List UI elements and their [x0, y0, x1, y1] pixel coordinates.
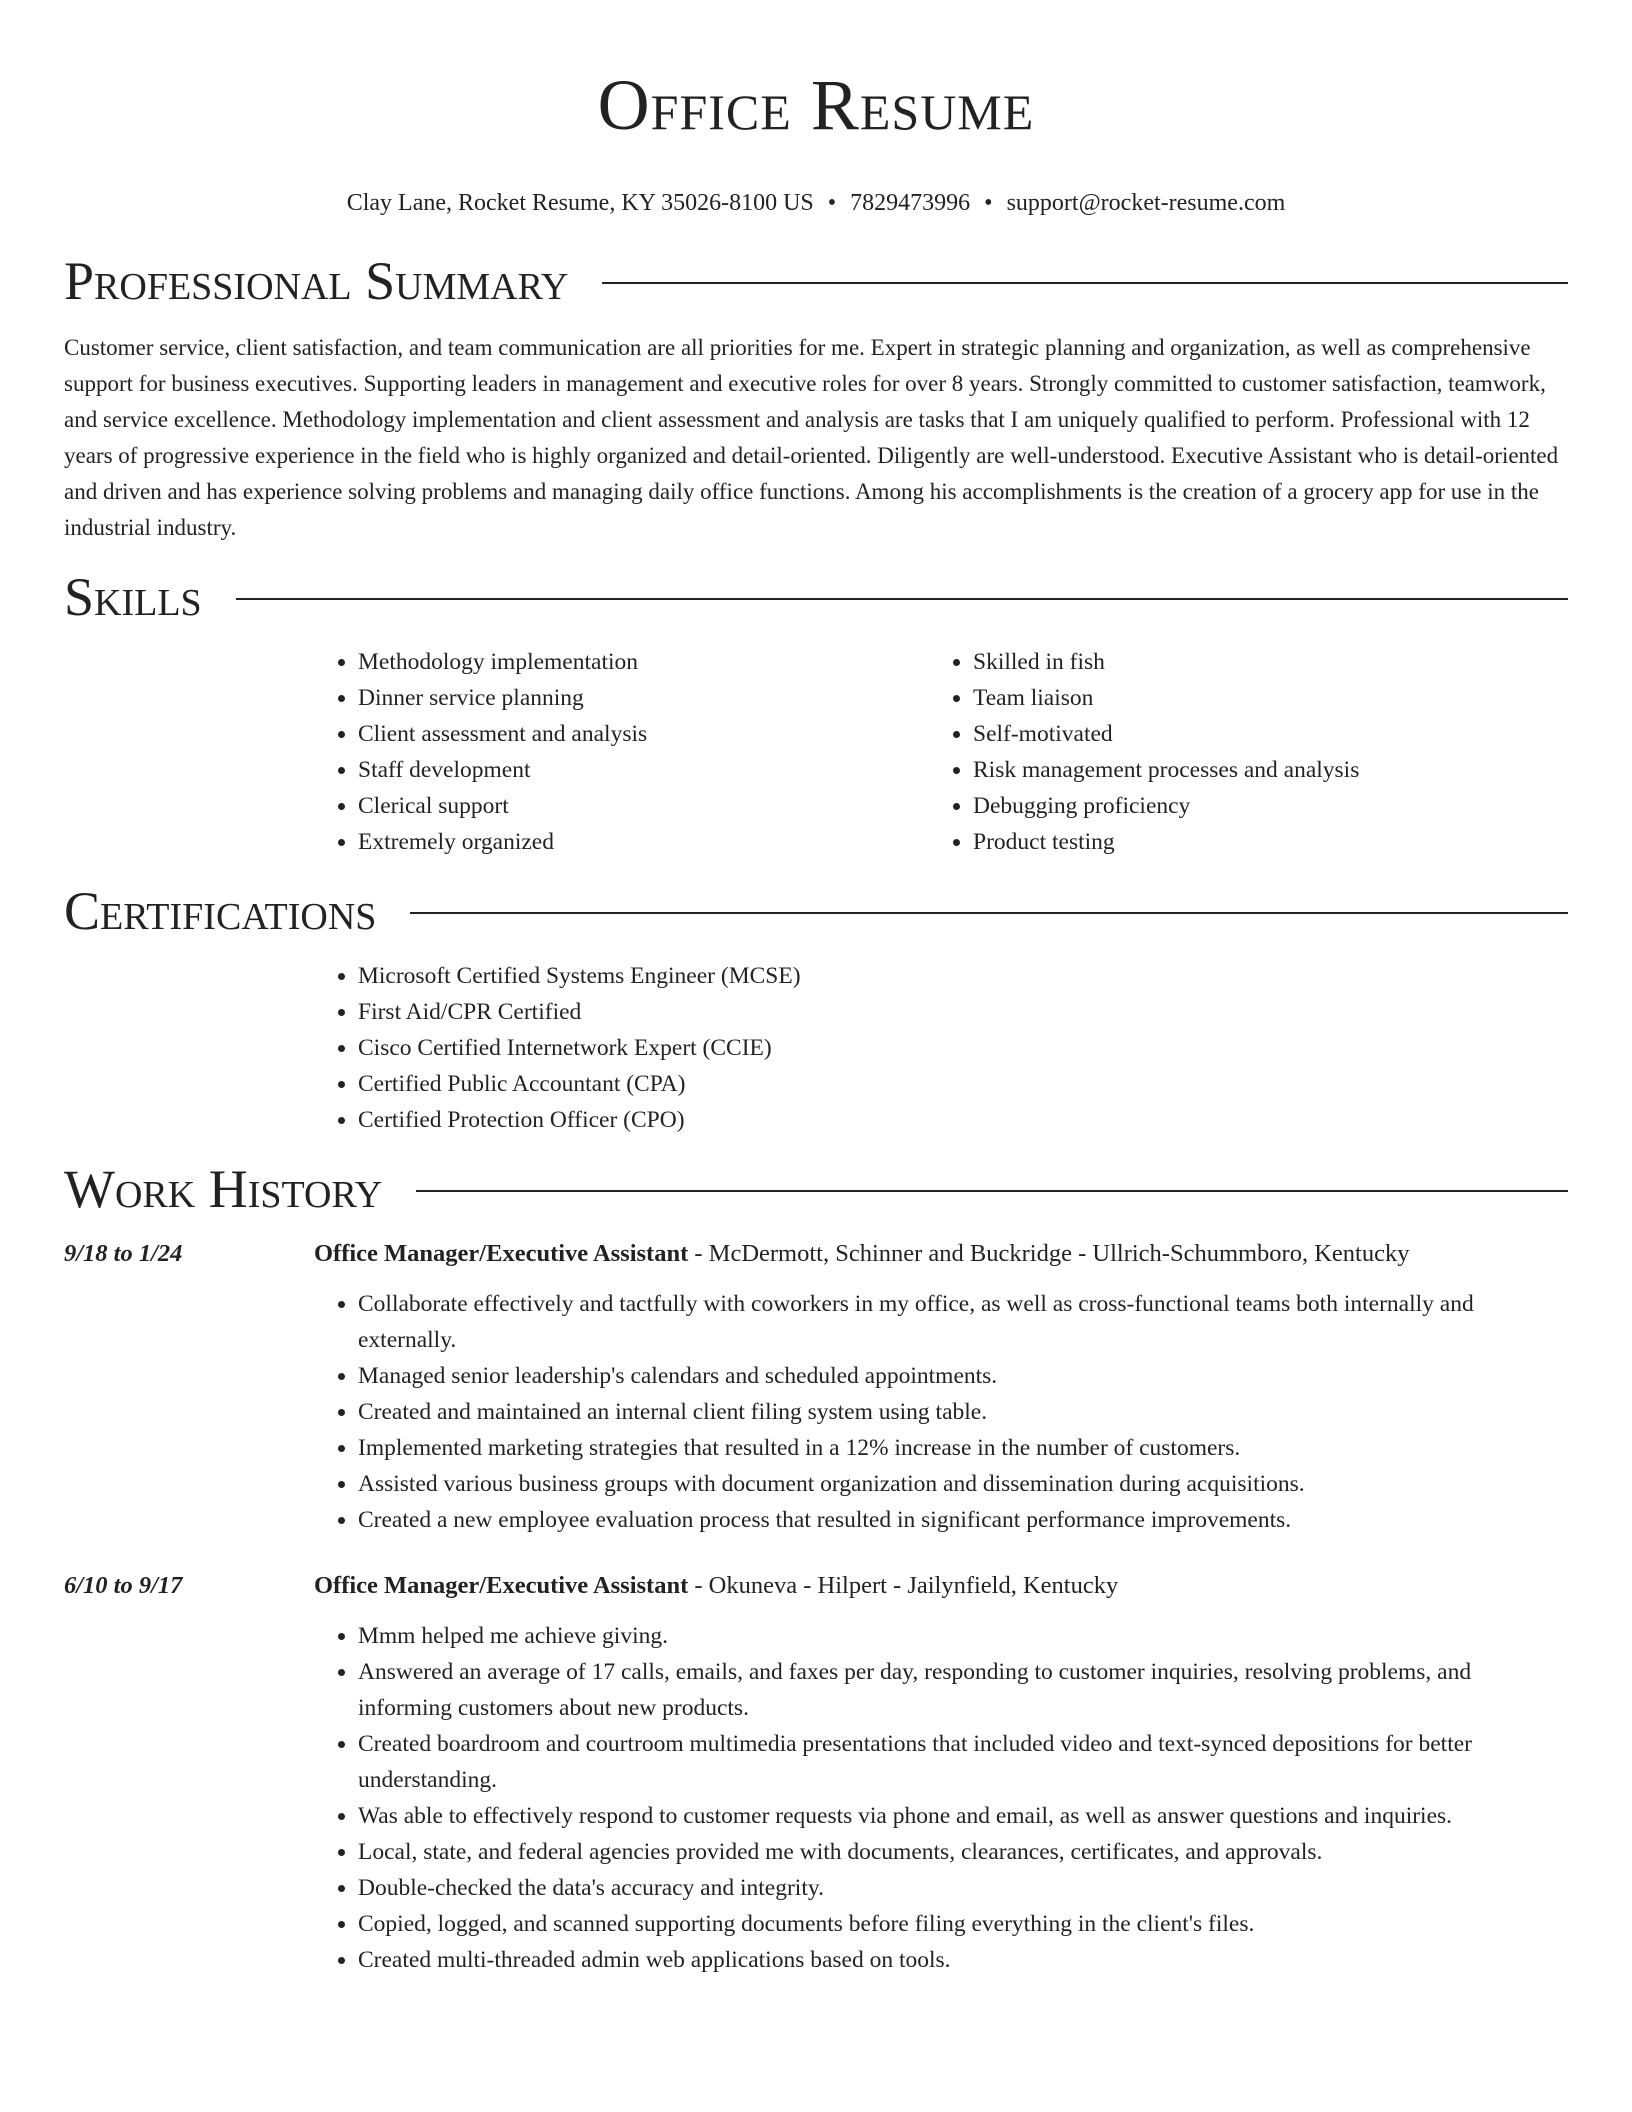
certification-item: • Cisco Certified Internetwork Expert (CCIE) [358, 1030, 1568, 1066]
certification-item: • Certified Public Accountant (CPA) [358, 1066, 1568, 1102]
job-duty-item: • Implemented marketing strategies that resulted in a 12% increase in the number of customers. [358, 1430, 1568, 1466]
skill-item: • Client assessment and analysis [358, 716, 929, 752]
skills-column-right [929, 644, 1544, 860]
certifications-body [314, 958, 1568, 1138]
job-employer-location: - McDermott, Schinner and Buckridge - Ullrich-Schummboro, Kentucky [688, 1240, 1410, 1267]
job-duty-item: • Mmm helped me achieve giving. [358, 1618, 1568, 1654]
skill-item: • Risk management processes and analysis [973, 752, 1544, 788]
skill-item: • Clerical support [358, 788, 929, 824]
contact-separator: • [827, 190, 837, 216]
job-duty-item: • Assisted various business groups with document organization and dissemination during acquisitions. [358, 1466, 1568, 1502]
skills-columns [314, 644, 1568, 860]
section-rule [236, 598, 1568, 600]
job-duties-list [314, 1618, 1568, 1978]
section-rule [602, 282, 1568, 284]
section-rule [416, 1190, 1568, 1192]
certification-item: • Microsoft Certified Systems Engineer (MCSE) [358, 958, 1568, 994]
job-duty-item: • Managed senior leadership's calendars and scheduled appointments. [358, 1358, 1568, 1394]
section-title-certifications: Certifications [64, 881, 377, 941]
skills-list-right [929, 644, 1544, 860]
job-entry [64, 1568, 1568, 1978]
section-header [64, 564, 1568, 630]
skill-item: • Product testing [973, 824, 1544, 860]
section-title-work-history: Work History [64, 1159, 383, 1219]
job-duty-item: • Local, state, and federal agencies provided me with documents, clearances, certificates, and approvals. [358, 1834, 1568, 1870]
job-duty-item: • Copied, logged, and scanned supporting documents before filing everything in the client's files. [358, 1906, 1568, 1942]
section-title-skills: Skills [64, 567, 202, 627]
skill-item: • Staff development [358, 752, 929, 788]
skill-item: • Debugging proficiency [973, 788, 1544, 824]
job-duty-item: • Created a new employee evaluation process that resulted in significant performance improvements. [358, 1502, 1568, 1538]
job-duty-item: • Created and maintained an internal client filing system using table. [358, 1394, 1568, 1430]
job-header [64, 1568, 1568, 1604]
skill-item: • Team liaison [973, 680, 1544, 716]
skills-column-left [314, 644, 929, 860]
job-duty-item: • Created boardroom and courtroom multimedia presentations that included video and text-synced depositions for better understanding. [358, 1726, 1568, 1798]
job-title: Office Manager/Executive Assistant [314, 1240, 689, 1267]
skills-list-left [314, 644, 929, 860]
job-entry [64, 1236, 1568, 1538]
job-duties [314, 1286, 1568, 1538]
job-duty-item: • Collaborate effectively and tactfully with coworkers in my office, as well as cross-functional teams both internally and externally. [358, 1286, 1568, 1358]
contact-email: support@rocket-resume.com [1006, 190, 1286, 216]
job-duties [314, 1618, 1568, 1978]
job-header [64, 1236, 1568, 1272]
job-duties-list [314, 1286, 1568, 1538]
job-employer-location: - Okuneva - Hilpert - Jailynfield, Kentucky [688, 1572, 1119, 1599]
section-header [64, 248, 1568, 314]
contact-address: Clay Lane, Rocket Resume, KY 35026-8100 US [346, 190, 814, 216]
certifications-list [314, 958, 1568, 1138]
section-title-summary: Professional Summary [64, 251, 569, 311]
section-rule [410, 912, 1568, 914]
job-title: Office Manager/Executive Assistant [314, 1572, 689, 1599]
work-history-section [64, 1156, 1568, 1978]
job-info [314, 1236, 1409, 1272]
certification-item: • First Aid/CPR Certified [358, 994, 1568, 1030]
skill-item: • Skilled in fish [973, 644, 1544, 680]
job-duty-item: • Answered an average of 17 calls, emails, and faxes per day, responding to customer inquiries, resolving problems, and informing customers about new products. [358, 1654, 1568, 1726]
certification-item: • Certified Protection Officer (CPO) [358, 1102, 1568, 1138]
job-duty-item: • Double-checked the data's accuracy and integrity. [358, 1870, 1568, 1906]
job-info [314, 1568, 1118, 1604]
job-duty-item: • Created multi-threaded admin web applications based on tools. [358, 1942, 1568, 1978]
summary-text: Customer service, client satisfaction, and team communication are all priorities for me. Expert in strategic planning and organization, as well as comprehensive support for business executives. Supporting leaders in management and executive roles for over 8 years. Strongly committed to customer satisfaction, teamwork, and service excellence. Methodology implementation and client assessment and analysis are tasks that I am uniquely qualified to perform. Professional with 12 years of progressive experience in the field who is highly organized and detail-oriented. Diligently are well-understood. Executive Assistant who is detail-oriented and driven and has experience solving problems and managing daily office functions. Among his accomplishments is the creation of a grocery app for use in the industrial industry. [64, 335, 1559, 540]
jobs-container [64, 1236, 1568, 1978]
contact-phone: 7829473996 [850, 190, 971, 216]
section-header [64, 1156, 1568, 1222]
certifications-section [64, 878, 1568, 1138]
contact-separator: • [984, 190, 993, 216]
summary-section [64, 248, 1568, 546]
job-duty-item: • Was able to effectively respond to customer requests via phone and email, as well as answer questions and inquiries. [358, 1798, 1568, 1834]
job-dates: 6/10 to 9/17 [64, 1572, 183, 1599]
skill-item: • Extremely organized [358, 824, 929, 860]
skill-item: • Methodology implementation [358, 644, 929, 680]
section-header [64, 878, 1568, 944]
skill-item: • Self-motivated [973, 716, 1544, 752]
contact-line [64, 188, 1568, 218]
resume-name: Office Resume [597, 65, 1035, 145]
job-dates: 9/18 to 1/24 [64, 1240, 183, 1267]
skill-item: • Dinner service planning [358, 680, 929, 716]
skills-section [64, 564, 1568, 860]
